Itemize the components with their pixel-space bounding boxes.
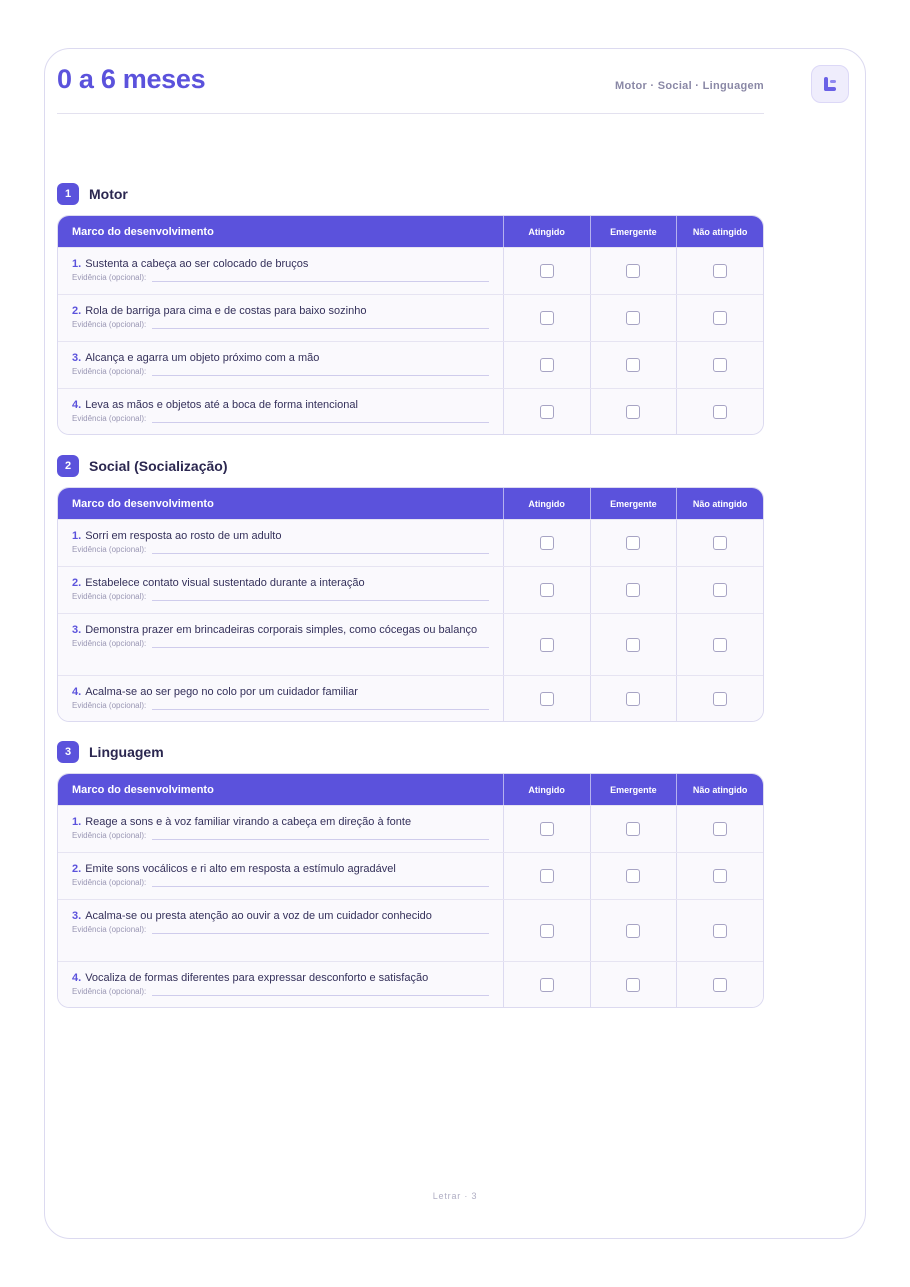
- checkbox-nao-atingido[interactable]: [713, 924, 727, 938]
- evidence-field[interactable]: [152, 702, 489, 710]
- section-title: Motor: [89, 186, 128, 202]
- column-header-emergente: Emergente: [590, 774, 677, 805]
- checkbox-atingido[interactable]: [540, 583, 554, 597]
- page-header: [57, 64, 764, 114]
- evidence-field[interactable]: [152, 640, 489, 648]
- evidence-field[interactable]: [152, 546, 489, 554]
- page-footer: Letrar · 3: [432, 1191, 478, 1201]
- milestone-text: 2. Emite sons vocálicos e ri alto em resposta a estímulo agradável: [72, 863, 396, 875]
- section-number: 1: [57, 183, 79, 205]
- evidence-field[interactable]: [152, 832, 489, 840]
- column-header-atingido: Atingido: [503, 216, 590, 247]
- milestone-text: 3. Acalma-se ou presta atenção ao ouvir a voz de um cuidador conhecido: [72, 910, 432, 922]
- column-header-atingido: Atingido: [503, 774, 590, 805]
- checkbox-nao-atingido[interactable]: [713, 822, 727, 836]
- table-row: [58, 388, 763, 434]
- section-number: 2: [57, 455, 79, 477]
- section-motor: [57, 183, 764, 435]
- milestone-text: 4. Leva as mãos e objetos até a boca de forma intencional: [72, 399, 358, 411]
- column-header-milestone: Marco do desenvolvimento: [72, 225, 214, 238]
- checkbox-nao-atingido[interactable]: [713, 692, 727, 706]
- checkbox-emergente[interactable]: [626, 869, 640, 883]
- checkbox-atingido[interactable]: [540, 311, 554, 325]
- evidence-label: Evidência (opcional):: [72, 367, 147, 376]
- checkbox-emergente[interactable]: [626, 405, 640, 419]
- checkbox-emergente[interactable]: [626, 692, 640, 706]
- table-row: [58, 247, 763, 294]
- checkbox-nao-atingido[interactable]: [713, 405, 727, 419]
- checkbox-emergente[interactable]: [626, 358, 640, 372]
- evidence-label: Evidência (opcional):: [72, 987, 147, 996]
- milestone-text: 3. Demonstra prazer em brincadeiras corporais simples, como cócegas ou balanço: [72, 624, 478, 636]
- checkbox-emergente[interactable]: [626, 264, 640, 278]
- checkbox-nao-atingido[interactable]: [713, 583, 727, 597]
- milestone-text: 4. Vocaliza de formas diferentes para expressar desconforto e satisfação: [72, 972, 429, 984]
- table-row: [58, 961, 763, 1007]
- evidence-label: Evidência (opcional):: [72, 831, 147, 840]
- checkbox-atingido[interactable]: [540, 405, 554, 419]
- milestone-text: 1. Sorri em resposta ao rosto de um adulto: [72, 530, 282, 542]
- letrar-logo-icon: [811, 65, 849, 103]
- section-linguagem: [57, 741, 764, 1008]
- milestone-text: 2. Estabelece contato visual sustentado durante a interação: [72, 577, 365, 589]
- milestone-text: 3. Alcança e agarra um objeto próximo com a mão: [72, 352, 320, 364]
- section-number: 3: [57, 741, 79, 763]
- milestone-text: 4. Acalma-se ao ser pego no colo por um cuidador familiar: [72, 686, 358, 698]
- table-header: [58, 216, 763, 247]
- table-row: [58, 805, 763, 852]
- checkbox-emergente[interactable]: [626, 536, 640, 550]
- section-social: [57, 455, 764, 722]
- checkbox-atingido[interactable]: [540, 692, 554, 706]
- section-title: Linguagem: [89, 744, 164, 760]
- checkbox-emergente[interactable]: [626, 978, 640, 992]
- checkbox-nao-atingido[interactable]: [713, 536, 727, 550]
- checkbox-atingido[interactable]: [540, 869, 554, 883]
- checkbox-nao-atingido[interactable]: [713, 978, 727, 992]
- milestone-text: 1. Reage a sons e à voz familiar virando a cabeça em direção à fonte: [72, 816, 412, 828]
- checkbox-emergente[interactable]: [626, 311, 640, 325]
- evidence-field[interactable]: [152, 593, 489, 601]
- evidence-field[interactable]: [152, 926, 489, 934]
- column-header-milestone: Marco do desenvolvimento: [72, 497, 214, 510]
- evidence-label: Evidência (opcional):: [72, 592, 147, 601]
- evidence-field[interactable]: [152, 321, 489, 329]
- page-title: 0 a 6 meses: [57, 64, 206, 94]
- checkbox-emergente[interactable]: [626, 638, 640, 652]
- evidence-label: Evidência (opcional):: [72, 545, 147, 554]
- checkbox-atingido[interactable]: [540, 978, 554, 992]
- checkbox-atingido[interactable]: [540, 924, 554, 938]
- column-header-nao-atingido: Não atingido: [676, 216, 763, 247]
- checkbox-atingido[interactable]: [540, 822, 554, 836]
- table-row: [58, 519, 763, 566]
- checkbox-nao-atingido[interactable]: [713, 358, 727, 372]
- evidence-field[interactable]: [152, 879, 489, 887]
- checkbox-nao-atingido[interactable]: [713, 264, 727, 278]
- checkbox-emergente[interactable]: [626, 583, 640, 597]
- checkbox-atingido[interactable]: [540, 264, 554, 278]
- evidence-label: Evidência (opcional):: [72, 925, 147, 934]
- evidence-label: Evidência (opcional):: [72, 320, 147, 329]
- checkbox-nao-atingido[interactable]: [713, 311, 727, 325]
- evidence-label: Evidência (opcional):: [72, 701, 147, 710]
- column-header-nao-atingido: Não atingido: [676, 488, 763, 519]
- evidence-label: Evidência (opcional):: [72, 414, 147, 423]
- evidence-field[interactable]: [152, 415, 489, 423]
- checkbox-emergente[interactable]: [626, 822, 640, 836]
- checkbox-nao-atingido[interactable]: [713, 638, 727, 652]
- evidence-label: Evidência (opcional):: [72, 639, 147, 648]
- table-row: [58, 675, 763, 721]
- table-header: [58, 774, 763, 805]
- milestone-table: [57, 487, 764, 722]
- column-header-nao-atingido: Não atingido: [676, 774, 763, 805]
- column-header-emergente: Emergente: [590, 488, 677, 519]
- milestone-text: 1. Sustenta a cabeça ao ser colocado de bruços: [72, 258, 309, 270]
- column-header-atingido: Atingido: [503, 488, 590, 519]
- evidence-field[interactable]: [152, 368, 489, 376]
- evidence-label: Evidência (opcional):: [72, 878, 147, 887]
- evidence-field[interactable]: [152, 988, 489, 996]
- page-subtitle: Motor · Social · Linguagem: [615, 80, 764, 92]
- milestone-text: 2. Rola de barriga para cima e de costas para baixo sozinho: [72, 305, 367, 317]
- table-row: [58, 613, 763, 675]
- checkbox-atingido[interactable]: [540, 536, 554, 550]
- milestone-table: [57, 773, 764, 1008]
- milestone-table: [57, 215, 764, 435]
- section-title: Social (Socialização): [89, 458, 228, 474]
- checkbox-atingido[interactable]: [540, 358, 554, 372]
- table-row: [58, 294, 763, 341]
- evidence-field[interactable]: [152, 274, 489, 282]
- column-header-milestone: Marco do desenvolvimento: [72, 783, 214, 796]
- table-row: [58, 341, 763, 388]
- table-header: [58, 488, 763, 519]
- table-row: [58, 852, 763, 899]
- evidence-label: Evidência (opcional):: [72, 273, 147, 282]
- checkbox-atingido[interactable]: [540, 638, 554, 652]
- checkbox-emergente[interactable]: [626, 924, 640, 938]
- checkbox-nao-atingido[interactable]: [713, 869, 727, 883]
- table-row: [58, 566, 763, 613]
- column-header-emergente: Emergente: [590, 216, 677, 247]
- table-row: [58, 899, 763, 961]
